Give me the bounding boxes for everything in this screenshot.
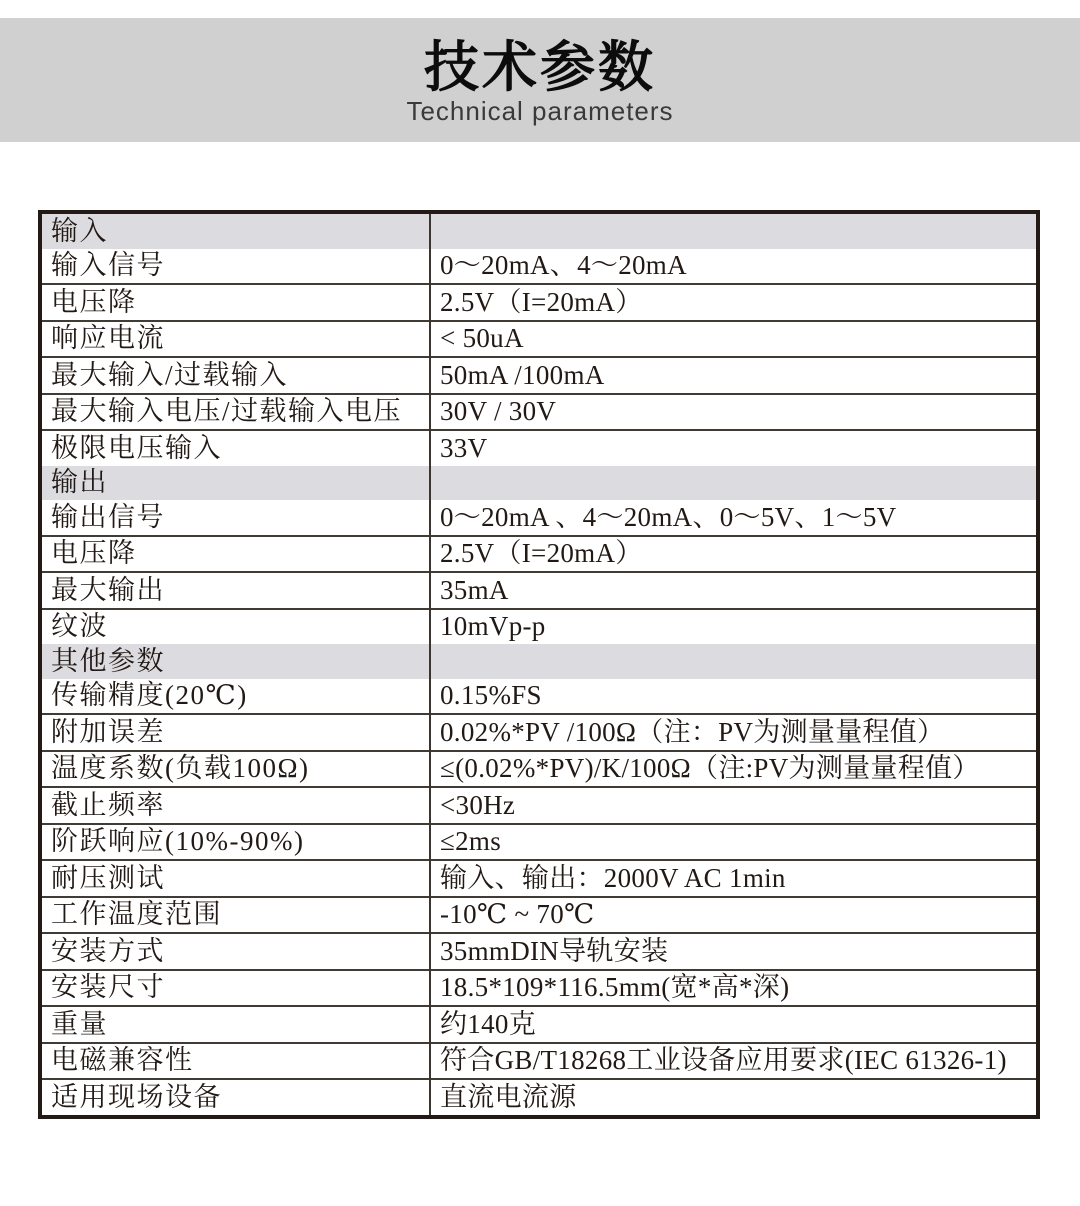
param-name-cell: 电压降	[40, 284, 430, 321]
param-name-cell: 适用现场设备	[40, 1079, 430, 1117]
param-value-cell: 约140克	[430, 1006, 1038, 1043]
param-name-cell: 电磁兼容性	[40, 1043, 430, 1080]
table-row	[40, 897, 1038, 934]
param-value-cell: -10℃ ~ 70℃	[430, 897, 1038, 934]
section-row	[40, 644, 1038, 679]
table-row	[40, 714, 1038, 751]
specs-table	[38, 210, 1040, 1119]
table-row	[40, 609, 1038, 645]
param-value-cell: 50mA /100mA	[430, 357, 1038, 394]
param-name-cell: 温度系数(负载100Ω)	[40, 751, 430, 788]
param-value-cell: 2.5V（I=20mA）	[430, 284, 1038, 321]
param-value-cell: 输入、输出：2000V AC 1min	[430, 860, 1038, 897]
param-name-cell: 最大输出	[40, 572, 430, 609]
table-row	[40, 860, 1038, 897]
param-value-cell: ≤2ms	[430, 824, 1038, 861]
table-row	[40, 284, 1038, 321]
param-value-cell: 符合GB/T18268工业设备应用要求(IEC 61326-1)	[430, 1043, 1038, 1080]
table-row	[40, 249, 1038, 285]
section-row	[40, 466, 1038, 501]
param-name-cell: 安装方式	[40, 933, 430, 970]
table-row	[40, 751, 1038, 788]
param-value-cell	[430, 644, 1038, 679]
param-name-cell: 传输精度(20℃)	[40, 679, 430, 715]
param-name-cell: 附加误差	[40, 714, 430, 751]
table-row	[40, 787, 1038, 824]
param-value-cell	[430, 212, 1038, 249]
param-name-cell: 输入信号	[40, 249, 430, 285]
param-value-cell: 30V / 30V	[430, 394, 1038, 431]
table-row	[40, 394, 1038, 431]
param-name-cell: 最大输入电压/过载输入电压	[40, 394, 430, 431]
param-name-cell: 输出信号	[40, 500, 430, 536]
param-value-cell: 直流电流源	[430, 1079, 1038, 1117]
table-row	[40, 1043, 1038, 1080]
table-row	[40, 933, 1038, 970]
param-value-cell: 2.5V（I=20mA）	[430, 536, 1038, 573]
table-row	[40, 1006, 1038, 1043]
page-subtitle: Technical parameters	[406, 96, 674, 126]
table-row	[40, 572, 1038, 609]
table-row	[40, 970, 1038, 1007]
param-name-cell: 安装尺寸	[40, 970, 430, 1007]
param-name-cell: 响应电流	[40, 321, 430, 358]
param-name-cell: 耐压测试	[40, 860, 430, 897]
param-value-cell: 0～20mA 、4～20mA、0～5V、1～5V	[440, 501, 897, 532]
table-row	[40, 321, 1038, 358]
param-name-cell: 重量	[40, 1006, 430, 1043]
table-row	[40, 430, 1038, 466]
param-value-cell: < 50uA	[430, 321, 1038, 358]
param-value-cell: 0.15%FS	[440, 680, 542, 711]
param-name-cell: 其他参数	[40, 644, 430, 679]
table-row	[40, 1079, 1038, 1117]
section-row	[40, 212, 1038, 249]
param-name-cell: 截止频率	[40, 787, 430, 824]
page-header	[0, 18, 1080, 142]
param-value-cell: 18.5*109*116.5mm(宽*高*深)	[430, 970, 1038, 1007]
table-row	[40, 824, 1038, 861]
param-name-cell: 极限电压输入	[40, 430, 430, 466]
table-row	[40, 500, 1038, 536]
table-row	[40, 357, 1038, 394]
param-value-cell	[430, 466, 1038, 501]
table-row	[40, 536, 1038, 573]
param-name-cell: 电压降	[40, 536, 430, 573]
page-title: 技术参数	[423, 36, 656, 98]
param-value-cell: 10mVp-p	[430, 609, 1038, 645]
param-value-cell: 33V	[430, 430, 1038, 466]
param-value-cell: <30Hz	[430, 787, 1038, 824]
param-value-cell: ≤(0.02%*PV)/K/100Ω（注:PV为测量量程值）	[430, 751, 1038, 788]
param-name-cell: 输出	[40, 466, 430, 501]
param-value-cell: 0.02%*PV /100Ω（注：PV为测量量程值）	[430, 714, 1038, 751]
param-name-cell: 最大输入/过载输入	[40, 357, 430, 394]
table-row	[40, 679, 1038, 715]
param-value-cell: 0～20mA、4～20mA	[440, 250, 687, 281]
param-name-cell: 工作温度范围	[40, 897, 430, 934]
param-value-cell: 35mA	[430, 572, 1038, 609]
param-name-cell: 输入	[40, 212, 430, 249]
specs-table-container	[38, 210, 1040, 1119]
param-value-cell: 35mmDIN导轨安装	[430, 933, 1038, 970]
param-name-cell: 纹波	[40, 609, 430, 645]
param-name-cell: 阶跃响应(10%-90%)	[40, 824, 430, 861]
